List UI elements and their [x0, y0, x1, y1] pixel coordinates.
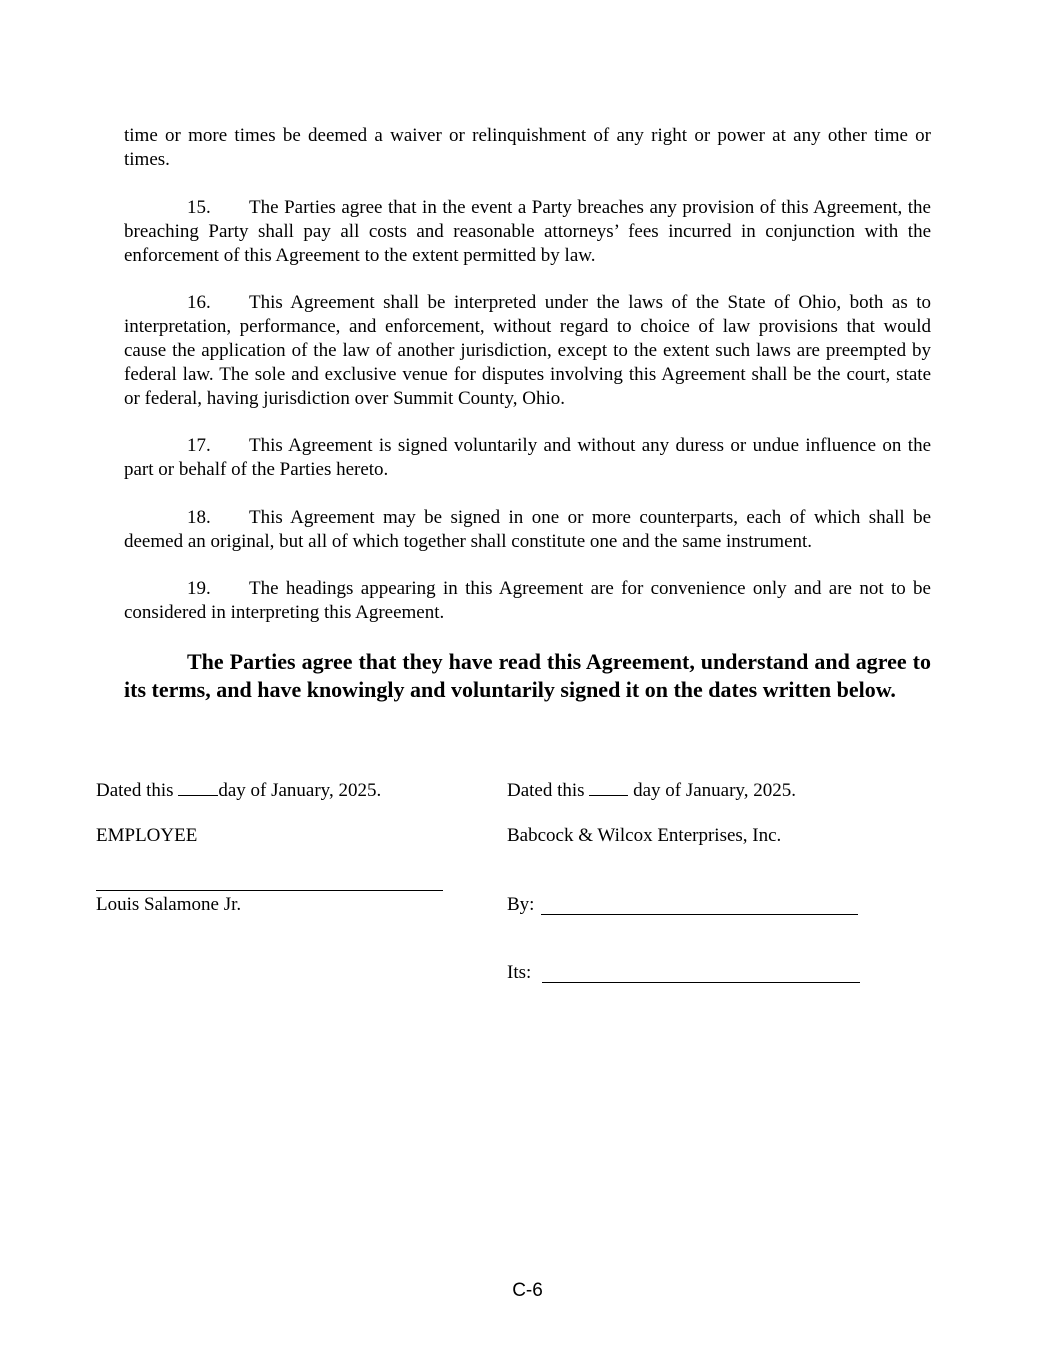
section-17 [124, 434, 931, 482]
section-number: 19. [187, 578, 211, 599]
employee-signer-name: Louis Salamone Jr. [96, 894, 242, 915]
dated-prefix: Dated this [507, 780, 585, 801]
section-19 [124, 577, 931, 625]
dated-suffix: day of January, 2025. [218, 780, 382, 801]
continuation-paragraph: time or more times be deemed a waiver or relinquishment of any right or power at any other time or times. [124, 125, 931, 170]
section-text: This Agreement may be signed in one or more counterparts, each of which shall be deemed an original, but all of which together shall constitute one and the same instrument. [124, 507, 931, 552]
its-label: Its: [507, 962, 532, 983]
acknowledgement-paragraph: The Parties agree that they have read this Agreement, understand and agree to its terms, and have knowingly and voluntarily signed it on the dates written below. [124, 649, 931, 702]
section-number: 15. [187, 197, 211, 218]
its-title-line[interactable] [542, 982, 860, 983]
section-text: The Parties agree that in the event a Party breaches any provision of this Agreement, the breaching Party shall pay all costs and reasonable attorneys’ fees incurred in conjunction with the enforcement of this Agreement to the extent permitted by law. [124, 197, 931, 266]
right-dated-line [507, 778, 796, 803]
left-dated-line [96, 778, 381, 803]
employee-label: EMPLOYEE [96, 825, 198, 846]
section-16 [124, 291, 931, 411]
page-number: C-6 [512, 1280, 543, 1301]
section-text: This Agreement is signed voluntarily and without any duress or undue influence on the part or behalf of the Parties hereto. [124, 435, 931, 480]
section-18 [124, 506, 931, 554]
section-number: 18. [187, 507, 211, 528]
employee-signature-line[interactable] [96, 890, 443, 891]
day-blank[interactable] [178, 778, 218, 796]
section-number: 17. [187, 435, 211, 456]
by-signature-line[interactable] [541, 914, 858, 915]
dated-prefix: Dated this [96, 780, 174, 801]
section-text: The headings appearing in this Agreement are for convenience only and are not to be considered in interpreting this Agreement. [124, 578, 931, 623]
section-number: 16. [187, 292, 211, 313]
by-label: By: [507, 894, 535, 915]
company-label: Babcock & Wilcox Enterprises, Inc. [507, 825, 782, 846]
section-text: This Agreement shall be interpreted under the laws of the State of Ohio, both as to interpretation, performance, and enforcement, without regard to choice of law provisions that would cause the application of the law of another jurisdiction, except to the extent such laws are preempted by federal law. The sole and exclusive venue for disputes involving this Agreement shall be the court, state or federal, having jurisdiction over Summit County, Ohio. [124, 292, 931, 409]
section-15 [124, 196, 931, 268]
day-blank[interactable] [589, 778, 628, 796]
dated-suffix: day of January, 2025. [633, 780, 796, 801]
